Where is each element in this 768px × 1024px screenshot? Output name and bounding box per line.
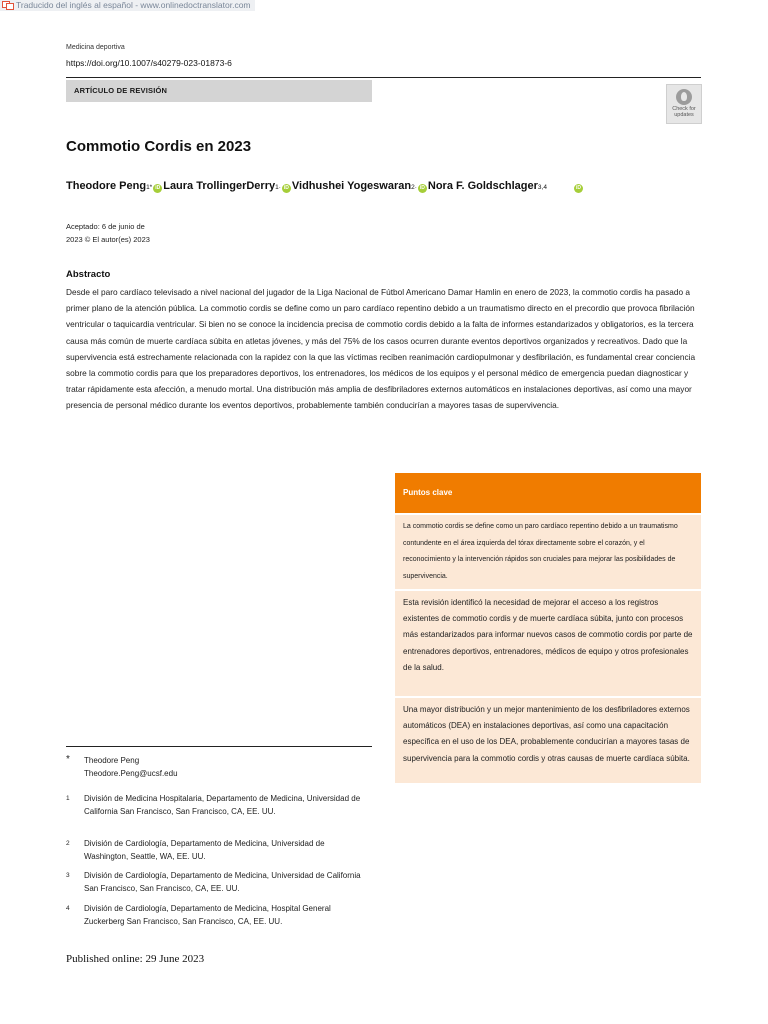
check-updates-line-1: Check for [672,106,696,112]
author-affiliation: 1· [275,184,281,191]
footnote-mark: 1 [66,795,70,802]
footnote-mark: * [66,754,70,765]
doi-link[interactable]: https://doi.org/10.1007/s40279-023-01873-6 [66,58,232,68]
translator-banner[interactable] [0,0,255,11]
footnote-text: División de Cardiología, Departamento de Medicina, Hospital General Zuckerberg San Francisco, San Francisco, CA, EE. UU. [84,904,331,926]
author-name[interactable]: Laura TrollingerDerry [163,180,276,192]
author-affiliation: 3,4 [537,184,547,191]
abstract-text: Desde el paro cardíaco televisado a nivel nacional del jugador de la Liga Nacional de Fútbol Americano Damar Hamlin en enero de 2023, la commotio cordis ha pasado a primer plano de la atención pública. La commotio cordis se define como un paro cardíaco repentino debido a un traumatismo directo en el precordio que provoca fibrilación ventricular o taquicardia ventricular. Si bien no se conoce la incidencia precisa de commotio cordis debido a la falta de informes estandarizados y obligatorios, es la tercera causa más común de muerte cardíaca súbita en atletas jóvenes, y más del 75% de los casos ocurren durante eventos deportivos organizados y recreativos. Dado que la supervivencia está estrechamente relacionada con la rapidez con la que las víctimas reciben reanimación cardiopulmonar y desfibrilación, es fundamental crear conciencia sobre la commotio cordis para que los preparadores deportivos, los entrenadores, los médicos de los equipos y el personal médico de emergencia puedan diagnosticar y tratar rápidamente esta afección, a menudo mortal. Una distribución más amplia de desfibriladores externos automáticos en instalaciones deportivas, así como una mayor presencia de personal médico durante los eventos deportivos, probablemente también conducirían a mayores tasas de supervivencia. [66,287,696,411]
published-date: Published online: 29 June 2023 [66,953,205,965]
footnote-mark: 2 [66,840,70,847]
check-updates-line-2: updates [674,112,694,118]
accepted-line-1: Aceptado: 6 de junio de [66,222,145,231]
footnote-text: División de Medicina Hospitalaria, Departamento de Medicina, Universidad de California San Francisco, San Francisco, CA, EE. UU. [84,794,361,816]
translator-icon [2,1,14,10]
orcid-icon[interactable]: iD [155,185,161,191]
corresponding-author-footnote [66,754,366,780]
affiliation-footnote [66,837,366,863]
journal-name: Medicina deportiva [66,44,125,51]
abstract-heading: Abstracto [66,269,111,280]
check-for-updates-icon [676,89,692,105]
key-point-item: Una mayor distribución y un mejor mantenimiento de los desfibriladores externos automáticos (DEA) en instalaciones deportivas, así como una capacitación específica en el uso de los DEA, probablemente conducirían a mayores tasas de supervivencia para la commotio cordis y otras causas de muerte cardíaca súbita. [395,698,701,783]
key-point-item: Esta revisión identificó la necesidad de mejorar el acceso a los registros existentes de commotio cordis y de muerte cardíaca súbita, junto con procesos más estandarizados para informar nuevos casos de commotio cordis por parte de entrenadores deportivos, entrenadores, médicos de equipo y otros profesionales de la salud. [395,591,701,696]
affiliation-footnote [66,902,366,928]
footnote-mark: 3 [66,872,70,879]
author-name[interactable]: Theodore Peng [66,180,147,192]
header-divider [66,77,701,78]
key-point-item: La commotio cordis se define como un paro cardíaco repentino debido a un traumatismo contundente en el área izquierda del tórax directamente sobre el corazón, y el reconocimiento y la intervención rápidos son cruciales para mejorar las posibilidades de supervivencia. [395,515,701,589]
key-points-heading: Puntos clave [395,473,701,513]
accepted-date [66,220,176,246]
author-affiliation: 2· [411,184,417,191]
orcid-icon[interactable]: iD [419,185,425,191]
author-list [66,180,584,193]
footnote-text: Theodore Peng [84,756,140,765]
author-name[interactable]: Nora F. Goldschlager [427,180,538,192]
accepted-line-2: 2023 © El autor(es) 2023 [66,235,150,244]
orcid-icon[interactable]: iD [283,185,289,191]
article-title: Commotio Cordis en 2023 [66,138,252,155]
article-type-label: ARTÍCULO DE REVISIÓN [66,80,372,102]
footnote-text: División de Cardiología, Departamento de Medicina, Universidad de Washington, Seattle, WA, EE. UU. [84,839,325,861]
affiliation-footnote [66,792,366,818]
footnote-text: División de Cardiología, Departamento de Medicina, Universidad de California San Francisco, San Francisco, CA, EE. UU. [84,871,361,893]
corresponding-email[interactable]: Theodore.Peng@ucsf.edu [84,769,178,778]
footnote-mark: 4 [66,905,70,912]
affiliation-footnote [66,869,366,895]
author-affiliation: 1* [146,184,153,191]
translator-text[interactable]: Traducido del inglés al español - www.onlinedoctranslator.com [16,0,251,10]
footnote-divider [66,746,372,747]
check-for-updates-badge[interactable] [666,84,702,124]
orcid-icon[interactable]: iD [575,185,581,191]
author-name[interactable]: Vidhushei Yogeswaran [291,180,412,192]
key-points-box [395,473,701,783]
